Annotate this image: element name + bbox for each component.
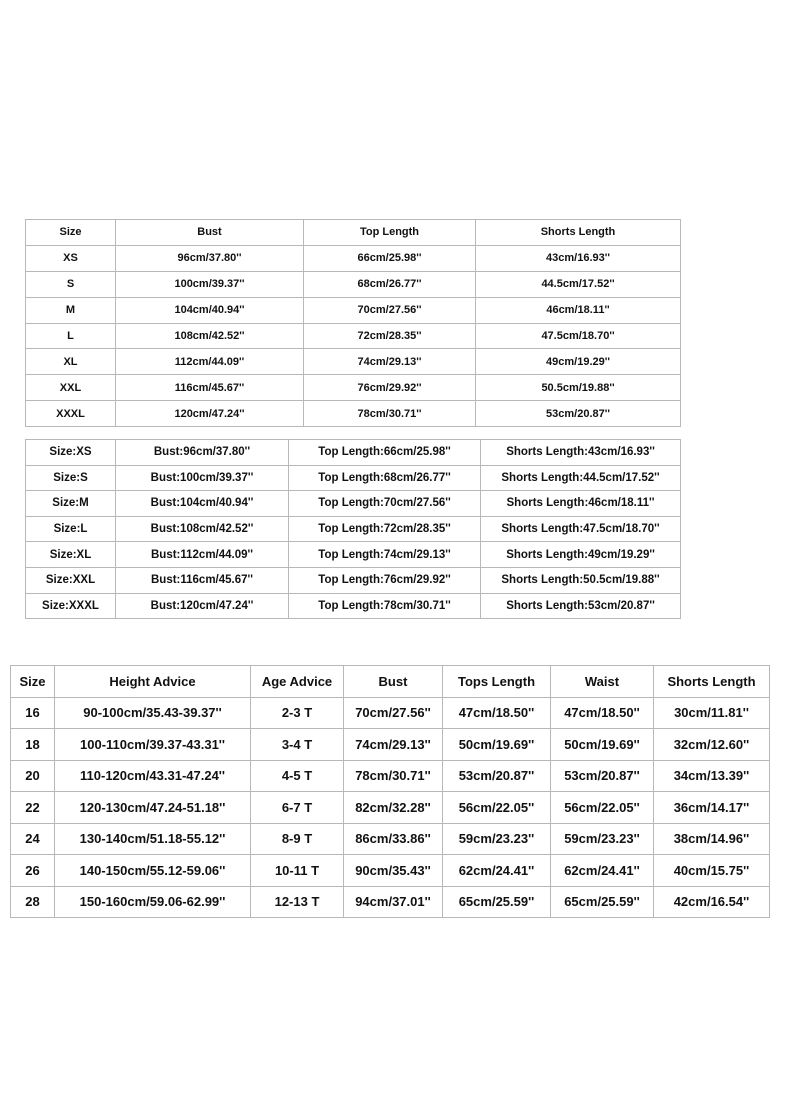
table-row	[11, 760, 770, 792]
size-cell: 16	[11, 697, 55, 729]
measurement-cell: 110-120cm/43.31-47.24''	[55, 760, 251, 792]
size-cell: 22	[11, 792, 55, 824]
measurement-cell: Top Length:78cm/30.71''	[289, 593, 481, 619]
measurement-cell: 3-4 T	[251, 729, 344, 761]
column-header: Shorts Length	[654, 666, 770, 698]
measurement-cell: Top Length:66cm/25.98''	[289, 440, 481, 466]
measurement-cell: 30cm/11.81''	[654, 697, 770, 729]
size-cell: Size:L	[26, 516, 116, 542]
measurement-cell: 12-13 T	[251, 886, 344, 918]
size-cell: 20	[11, 760, 55, 792]
measurement-cell: Top Length:74cm/29.13''	[289, 542, 481, 568]
measurement-cell: Bust:96cm/37.80''	[116, 440, 289, 466]
kids-size-chart-table	[10, 665, 770, 918]
column-header: Shorts Length	[476, 220, 681, 246]
measurement-cell: 42cm/16.54''	[654, 886, 770, 918]
measurement-cell: 100-110cm/39.37-43.31''	[55, 729, 251, 761]
measurement-cell: 74cm/29.13''	[304, 349, 476, 375]
measurement-cell: Bust:120cm/47.24''	[116, 593, 289, 619]
table-row	[26, 567, 681, 593]
measurement-cell: 62cm/24.41''	[443, 855, 551, 887]
measurement-cell: 53cm/20.87''	[551, 760, 654, 792]
measurement-cell: 70cm/27.56''	[304, 297, 476, 323]
measurement-cell: Bust:100cm/39.37''	[116, 465, 289, 491]
table-row	[11, 823, 770, 855]
measurement-cell: 78cm/30.71''	[304, 401, 476, 427]
table-row	[26, 401, 681, 427]
measurement-cell: Shorts Length:44.5cm/17.52''	[481, 465, 681, 491]
size-cell: XL	[26, 349, 116, 375]
measurement-cell: 96cm/37.80''	[116, 245, 304, 271]
measurement-cell: Shorts Length:50.5cm/19.88''	[481, 567, 681, 593]
table-row	[26, 271, 681, 297]
measurement-cell: 56cm/22.05''	[443, 792, 551, 824]
measurement-cell: 47.5cm/18.70''	[476, 323, 681, 349]
measurement-cell: 4-5 T	[251, 760, 344, 792]
measurement-cell: 38cm/14.96''	[654, 823, 770, 855]
size-cell: XXXL	[26, 401, 116, 427]
table-row	[26, 245, 681, 271]
measurement-cell: 120-130cm/47.24-51.18''	[55, 792, 251, 824]
measurement-cell: 116cm/45.67''	[116, 375, 304, 401]
measurement-cell: Shorts Length:47.5cm/18.70''	[481, 516, 681, 542]
column-header: Size	[26, 220, 116, 246]
measurement-cell: Bust:108cm/42.52''	[116, 516, 289, 542]
measurement-cell: Top Length:76cm/29.92''	[289, 567, 481, 593]
measurement-cell: 34cm/13.39''	[654, 760, 770, 792]
size-cell: XS	[26, 245, 116, 271]
table-row	[26, 542, 681, 568]
table-row	[26, 375, 681, 401]
table-row	[26, 516, 681, 542]
measurement-cell: 44.5cm/17.52''	[476, 271, 681, 297]
measurement-cell: 53cm/20.87''	[443, 760, 551, 792]
measurement-cell: 59cm/23.23''	[443, 823, 551, 855]
measurement-cell: 2-3 T	[251, 697, 344, 729]
size-cell: L	[26, 323, 116, 349]
measurement-cell: 112cm/44.09''	[116, 349, 304, 375]
column-header: Size	[11, 666, 55, 698]
measurement-cell: 90cm/35.43''	[344, 855, 443, 887]
measurement-cell: 74cm/29.13''	[344, 729, 443, 761]
measurement-cell: 62cm/24.41''	[551, 855, 654, 887]
table-row	[11, 855, 770, 887]
size-chart-table-1	[25, 219, 681, 427]
measurement-cell: 68cm/26.77''	[304, 271, 476, 297]
measurement-cell: 72cm/28.35''	[304, 323, 476, 349]
header-row	[26, 220, 681, 246]
column-header: Bust	[116, 220, 304, 246]
measurement-cell: Top Length:70cm/27.56''	[289, 491, 481, 517]
measurement-cell: 47cm/18.50''	[551, 697, 654, 729]
size-cell: Size:XXXL	[26, 593, 116, 619]
measurement-cell: 104cm/40.94''	[116, 297, 304, 323]
measurement-cell: 47cm/18.50''	[443, 697, 551, 729]
measurement-cell: 8-9 T	[251, 823, 344, 855]
measurement-cell: 36cm/14.17''	[654, 792, 770, 824]
measurement-cell: 43cm/16.93''	[476, 245, 681, 271]
size-cell: Size:XS	[26, 440, 116, 466]
measurement-cell: 94cm/37.01''	[344, 886, 443, 918]
measurement-cell: 56cm/22.05''	[551, 792, 654, 824]
measurement-cell: 90-100cm/35.43-39.37''	[55, 697, 251, 729]
measurement-cell: Bust:104cm/40.94''	[116, 491, 289, 517]
measurement-cell: 120cm/47.24''	[116, 401, 304, 427]
column-header: Height Advice	[55, 666, 251, 698]
size-cell: 26	[11, 855, 55, 887]
table-row	[26, 323, 681, 349]
measurement-cell: Shorts Length:46cm/18.11''	[481, 491, 681, 517]
measurement-cell: Top Length:68cm/26.77''	[289, 465, 481, 491]
size-cell: S	[26, 271, 116, 297]
table-row	[26, 349, 681, 375]
measurement-cell: 50cm/19.69''	[551, 729, 654, 761]
size-chart-table-2	[25, 439, 681, 619]
measurement-cell: Bust:112cm/44.09''	[116, 542, 289, 568]
table-row	[11, 697, 770, 729]
measurement-cell: 86cm/33.86''	[344, 823, 443, 855]
measurement-cell: Shorts Length:53cm/20.87''	[481, 593, 681, 619]
size-cell: Size:XXL	[26, 567, 116, 593]
measurement-cell: Shorts Length:43cm/16.93''	[481, 440, 681, 466]
table-row	[26, 491, 681, 517]
size-cell: M	[26, 297, 116, 323]
measurement-cell: Top Length:72cm/28.35''	[289, 516, 481, 542]
measurement-cell: 65cm/25.59''	[443, 886, 551, 918]
table-row	[26, 465, 681, 491]
measurement-cell: 46cm/18.11''	[476, 297, 681, 323]
measurement-cell: 32cm/12.60''	[654, 729, 770, 761]
measurement-cell: 50cm/19.69''	[443, 729, 551, 761]
table-row	[26, 297, 681, 323]
column-header: Bust	[344, 666, 443, 698]
measurement-cell: 70cm/27.56''	[344, 697, 443, 729]
measurement-cell: 66cm/25.98''	[304, 245, 476, 271]
size-cell: 28	[11, 886, 55, 918]
measurement-cell: 40cm/15.75''	[654, 855, 770, 887]
size-cell: XXL	[26, 375, 116, 401]
measurement-cell: 50.5cm/19.88''	[476, 375, 681, 401]
measurement-cell: 130-140cm/51.18-55.12''	[55, 823, 251, 855]
size-cell: Size:S	[26, 465, 116, 491]
measurement-cell: 108cm/42.52''	[116, 323, 304, 349]
column-header: Age Advice	[251, 666, 344, 698]
measurement-cell: 65cm/25.59''	[551, 886, 654, 918]
column-header: Tops Length	[443, 666, 551, 698]
table-row	[11, 729, 770, 761]
measurement-cell: 59cm/23.23''	[551, 823, 654, 855]
size-cell: Size:XL	[26, 542, 116, 568]
measurement-cell: Shorts Length:49cm/19.29''	[481, 542, 681, 568]
measurement-cell: 100cm/39.37''	[116, 271, 304, 297]
column-header: Top Length	[304, 220, 476, 246]
measurement-cell: 53cm/20.87''	[476, 401, 681, 427]
measurement-cell: 76cm/29.92''	[304, 375, 476, 401]
table-row	[26, 593, 681, 619]
measurement-cell: 6-7 T	[251, 792, 344, 824]
size-cell: Size:M	[26, 491, 116, 517]
measurement-cell: 82cm/32.28''	[344, 792, 443, 824]
column-header: Waist	[551, 666, 654, 698]
measurement-cell: 10-11 T	[251, 855, 344, 887]
table-row	[11, 886, 770, 918]
size-cell: 24	[11, 823, 55, 855]
table-row	[11, 792, 770, 824]
measurement-cell: 49cm/19.29''	[476, 349, 681, 375]
measurement-cell: Bust:116cm/45.67''	[116, 567, 289, 593]
measurement-cell: 150-160cm/59.06-62.99''	[55, 886, 251, 918]
header-row	[11, 666, 770, 698]
measurement-cell: 140-150cm/55.12-59.06''	[55, 855, 251, 887]
size-cell: 18	[11, 729, 55, 761]
table-row	[26, 440, 681, 466]
measurement-cell: 78cm/30.71''	[344, 760, 443, 792]
